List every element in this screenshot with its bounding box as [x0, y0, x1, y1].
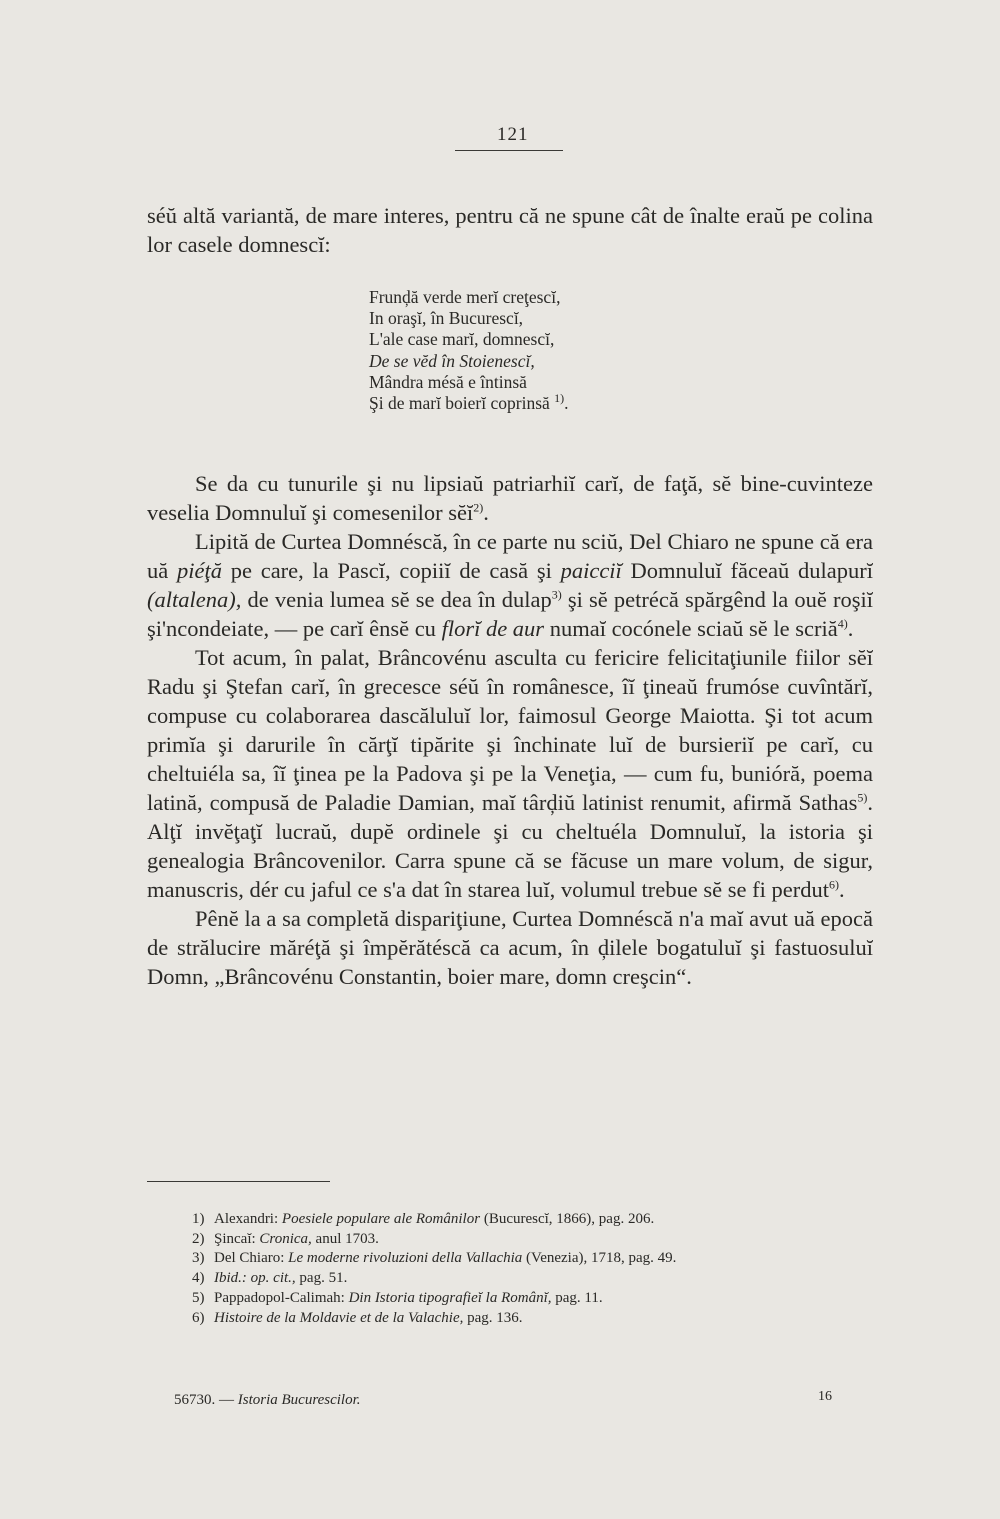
footnote-title: Din Istoria tipografieĭ la Românĭ,	[348, 1289, 552, 1306]
poem-line: In oraşĭ, în Bucurescĭ,	[369, 308, 524, 329]
main-text	[147, 469, 873, 991]
italic-term: florĭ de aur	[441, 616, 545, 641]
paragraph-text: Domnuluĭ făceaŭ dulapurĭ	[621, 558, 873, 583]
footnote-ref-6: 6)	[828, 877, 839, 892]
poem-line: L'ale case marĭ, domnescĭ,	[369, 329, 555, 350]
poem-quote	[369, 287, 569, 414]
footnote-5	[192, 1289, 676, 1309]
italic-term: (altalena),	[147, 587, 242, 612]
footnote-detail: (Bucurescĭ, 1866), pag. 206.	[480, 1211, 655, 1227]
page-number: 121	[497, 124, 529, 145]
paragraph-text: .	[483, 500, 489, 525]
footnote-6	[192, 1309, 676, 1329]
footnote-3	[192, 1249, 676, 1269]
intro-paragraph	[147, 201, 873, 259]
sheet-number: 16	[818, 1389, 832, 1404]
footnote-detail: (Venezia), 1718, pag. 49.	[522, 1250, 677, 1267]
footnote-ref-4: 4)	[837, 616, 848, 631]
paragraph-palace	[147, 643, 873, 904]
footnote-2	[192, 1230, 676, 1250]
footnotes	[192, 1210, 676, 1328]
paragraph-text: .	[847, 616, 854, 641]
paragraph-text: numaĭ cocónele sciaŭ sĕ le scriă	[544, 616, 838, 641]
page-number-rule	[455, 150, 563, 151]
poem-line-last: Şi de marĭ boierĭ coprinsă $^{1)}$.	[369, 391, 569, 414]
footnote-author: Alexandri:	[214, 1211, 282, 1227]
footnote-author: Del Chiaro:	[214, 1250, 289, 1267]
footnote-title: Cronica,	[259, 1230, 312, 1247]
footnote-title: Ibid.: op. cit.,	[214, 1270, 296, 1287]
footnote-ref-2: 2)	[473, 500, 484, 515]
signature-code: 56730. —	[174, 1392, 238, 1408]
paragraph-text: de venia lumea sĕ se dea în dulap	[241, 587, 552, 612]
poem-line: Frunḑă verde merĭ creţescĭ,	[369, 287, 561, 307]
signature-title: Istoria Bucurescilor.	[237, 1392, 361, 1408]
footnote-title: Le moderne rivoluzioni della Vallachia	[288, 1250, 523, 1267]
footnote-detail: anul 1703.	[311, 1230, 379, 1247]
printer-signature	[174, 1392, 361, 1409]
paragraph-text: .	[838, 877, 845, 902]
footnote-separator	[147, 1181, 330, 1182]
footnote-title: Poesiele populare ale Românilor	[281, 1211, 481, 1227]
italic-term: piéţă	[176, 558, 222, 583]
footnote-1	[192, 1210, 676, 1230]
italic-term: paicciĭ	[560, 558, 622, 583]
poem-line: De se vĕd în Stoienescĭ,	[369, 350, 535, 371]
footnote-ref-3: 3)	[551, 587, 562, 602]
footnote-ref-1: 1)	[554, 391, 565, 406]
paragraph-epoch: Pênĕ la a sa completă dispariţiune, Curtea Domnéscă n'a maĭ avut uă epocă de strălucire măréţă şi împĕrătéscă ca acum, în ḑilele bogatuluĭ şi fastuosuluĭ Domn, „Brâncovénu Constantin, boier mare, domn creşcin“.	[147, 906, 873, 989]
footnote-number: 6)	[192, 1309, 205, 1326]
paragraph-text: pe care, la Pascĭ, copiiĭ de casă şi	[221, 558, 561, 583]
footnote-detail: pag. 51.	[295, 1270, 348, 1287]
paragraph-text: Lipită de Curtea Domnéscă, în ce parte nu sciŭ, Del Chiaro ne spune că era uă	[147, 529, 873, 583]
footnote-number: 2)	[192, 1230, 205, 1247]
footnote-number: 1)	[192, 1211, 205, 1227]
footnote-detail: pag. 136.	[463, 1309, 523, 1326]
paragraph-text: şi sĕ petrécă spărgênd la ouĕ roşiĭ şi'ncondeiate, — pe carĭ ênsĕ cu	[147, 587, 873, 641]
footnote-4	[192, 1269, 676, 1289]
footnote-detail: pag. 11.	[551, 1289, 603, 1306]
footnote-ref-5: 5)	[857, 790, 868, 805]
poem-line: Mândra mésă e întinsă	[369, 371, 527, 392]
footnote-author: Pappadopol-Calimah:	[214, 1289, 349, 1306]
footnote-number: 3)	[192, 1250, 205, 1267]
poem-line-text: Şi de marĭ boierĭ coprinsă	[369, 393, 550, 414]
footnote-author: Şincaĭ:	[214, 1230, 260, 1247]
paragraph-cannons	[147, 469, 873, 527]
footnote-title: Histoire de la Moldavie et de la Valachie,	[214, 1309, 464, 1326]
footnote-number: 5)	[192, 1289, 205, 1306]
paragraph-text: . Alţĭ invĕţaţĭ lucraŭ, dupĕ ordinele şi cu cheltuéla Domnuluĭ, la istoria şi genealogia Brâncovenilor. Carra spune că se făcuse un mare volum, de sigur, manuscris, dér cu jaful ce s'a dat în starea luĭ, volumul trebue sĕ se fi perdut	[147, 790, 873, 902]
paragraph-text: Se da cu tunurile şi nu lipsiaŭ patriarhiĭ carĭ, de faţă, sĕ bine-cuvinteze veselia Domnuluĭ şi comesenilor sĕĭ	[147, 471, 873, 525]
intro-text: séŭ altă variantă, de mare interes, pentru că ne spune cât de înalte eraŭ pe colina lor casele domnescĭ:	[147, 203, 873, 257]
paragraph-easter	[147, 527, 873, 643]
footnote-number: 4)	[192, 1270, 205, 1287]
paragraph-text: Tot acum, în palat, Brâncovénu asculta cu fericire felicitaţiunile fiilor sĕĭ Radu şi Ştefan carĭ, în grecesce séŭ în românesce, îĭ ţineaŭ frumóse cuvîntărĭ, compuse cu colaborarea dascăluluĭ lor, faimosul George Maiotta. Şi tot acum primĭa şi darurile în cărţĭ tipărite şi închinate luĭ de bursieriĭ pe carĭ, cu cheltuiéla sa, îĭ ţinea pe la Padova şi pe la Veneţia, — cum fu, bunióră, poema latină, compusă de Paladie Damian, maĭ târḑiŭ latinist renumit, afirmă Sathas	[147, 645, 873, 815]
